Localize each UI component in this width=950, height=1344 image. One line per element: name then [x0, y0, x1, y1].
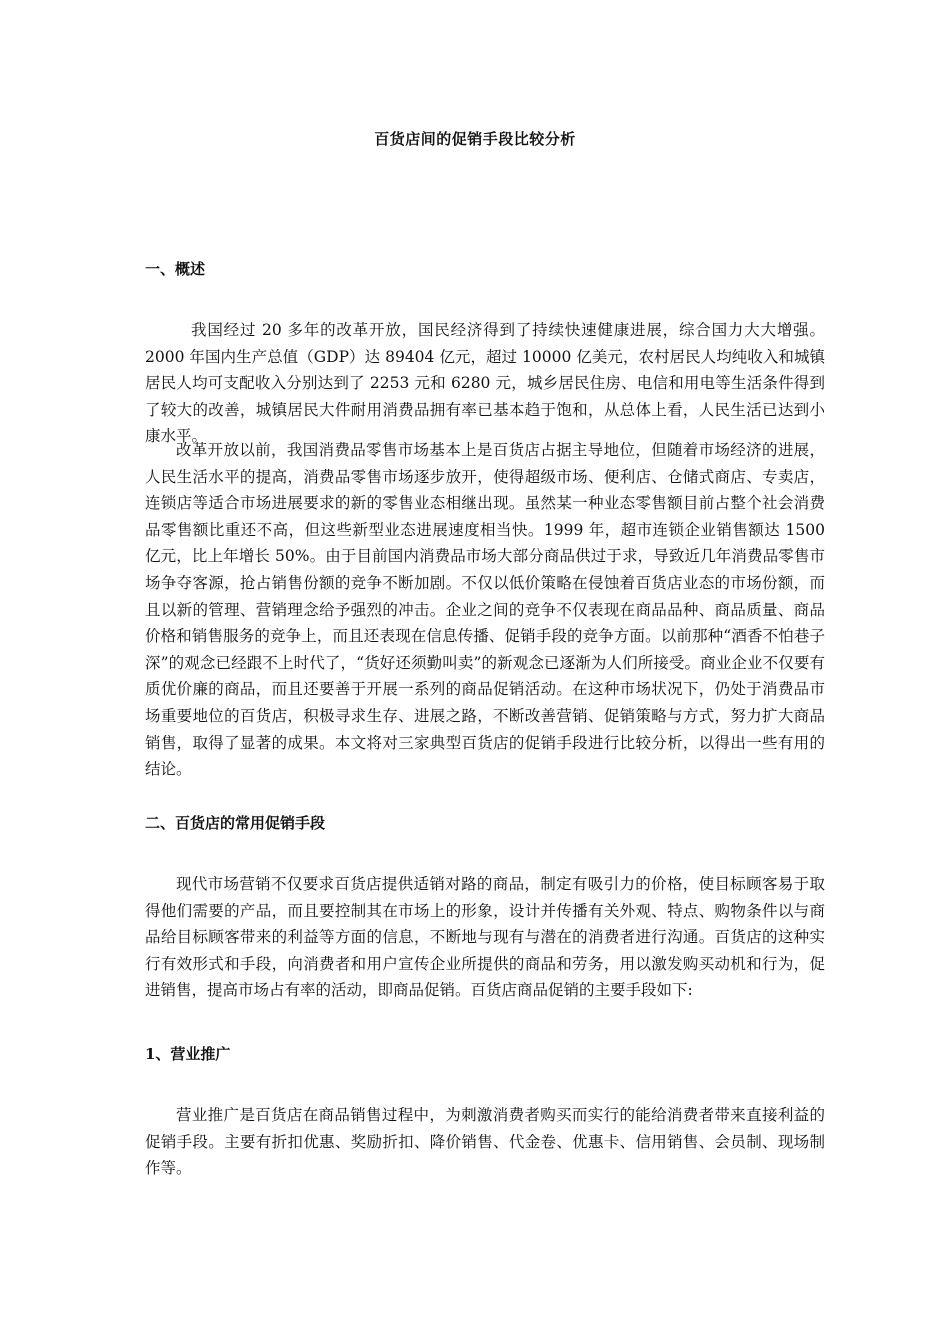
subsection-heading-sales-promotion: 1、营业推广 [145, 1045, 231, 1063]
section-heading-overview: 一、概述 [145, 260, 206, 278]
paragraph-sales-promotion: 营业推广是百货店在商品销售过程中，为刺激消费者购买而实行的能给消费者带来直接利益的促销手段。主要有折扣优惠、奖励折扣、降价销售、代金卷、优惠卡、信用销售、会员制、现场制作等。 [145, 1106, 825, 1178]
paragraph-overview-1: 我国经过 20 多年的改革开放，国民经济得到了持续快速健康进展，综合国力大大增强。2000 年国内生产总值（GDP）达 89404 亿元，超过 10000 亿美元，农村居民人均纯收入和城镇居民人均可支配收入分别达到了 2253 元和 6280 元，城乡居民住房、电信和用电等生活条件得到了较大的改善，城镇居民大件耐用消费品拥有率已基本趋于饱和，从总体上看，人民生活已达到小康水平。 [145, 321, 825, 446]
paragraph-overview-2: 改革开放以前，我国消费品零售市场基本上是百货店占据主导地位，但随着市场经济的进展，人民生活水平的提高，消费品零售市场逐步放开，使得超级市场、便利店、仓储式商店、专卖店，连锁店等适合市场进展要求的新的零售业态相继出现。虽然某一种业态零售额目前占整个社会消费品零售额比重还不高，但这些新型业态进展速度相当快。1999 年，超市连锁企业销售额达 1500 亿元，比上年增长 50%。由于目前国内消费品市场大部分商品供过于求，导致近几年消费品零售市场争夺客源，抢占销售份额的竞争不断加剧。不仅以低价策略在侵蚀着百货店业态的市场份额，而且以新的管理、营销理念给予强烈的冲击。企业之间的竞争不仅表现在商品品种、商品质量、商品价格和销售服务的竞争上，而且还表现在信息传播、促销手段的竞争方面。以前那种“酒香不怕巷子深”的观念已经跟不上时代了，“货好还须勤叫卖”的新观念已逐渐为人们所接受。商业企业不仅要有质优价廉的商品，而且还要善于开展一系列的商品促销活动。在这种市场状况下，仍处于消费品市场重要地位的百货店，积极寻求生存、进展之路，不断改善营销、促销策略与方式，努力扩大商品销售，取得了显著的成果。本文将对三家典型百货店的促销手段进行比较分析，以得出一些有用的结论。 [145, 441, 825, 779]
section-heading-promotion-methods: 二、百货店的常用促销手段 [145, 814, 326, 832]
paragraph-promotion-methods: 现代市场营销不仅要求百货店提供适销对路的商品，制定有吸引力的价格，使目标顾客易于取得他们需要的产品，而且要控制其在市场上的形象，设计并传播有关外观、特点、购物条件以与商品给目标顾客带来的利益等方面的信息，不断地与现有与潜在的消费者进行沟通。百货店的这种实行有效形式和手段，向消费者和用户宣传企业所提供的商品和劳务，用以激发购买动机和行为，促进销售，提高市场占有率的活动，即商品促销。百货店商品促销的主要手段如下: [145, 875, 825, 1000]
document-title: 百货店间的促销手段比较分析 [374, 130, 576, 148]
